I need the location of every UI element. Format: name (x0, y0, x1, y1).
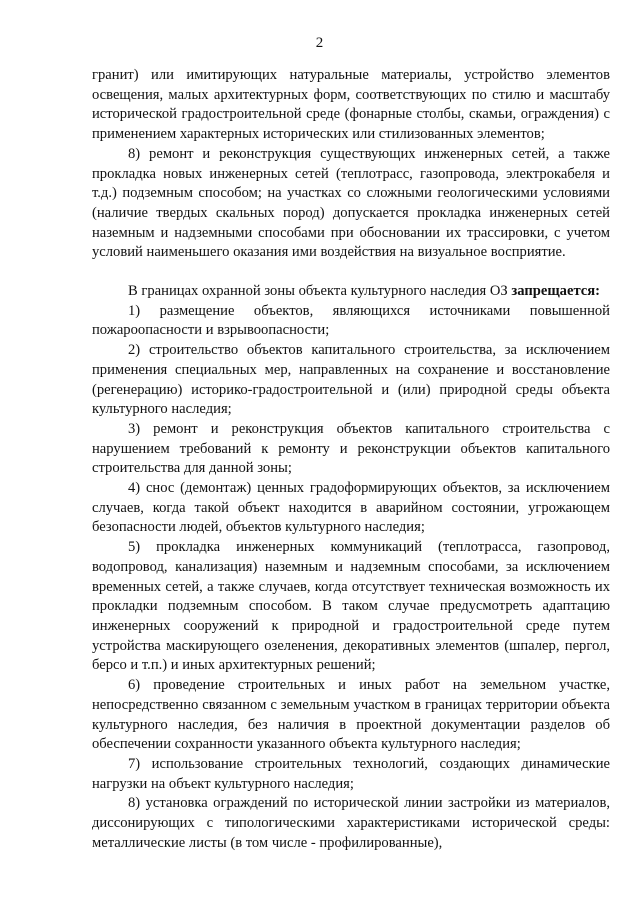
prohibited-item-2: 2) строительство объектов капитального строительства, за исключением применения специальных мер, направленных на сохранение и восстановление (регенерацию) историко-градостроительной и (или) природной среды объекта культурного наследия; (92, 342, 610, 418)
paragraph-gap (92, 263, 610, 282)
section-heading (92, 282, 610, 302)
paragraph-item-8-permitted: 8) ремонт и реконструкция существующих инженерных сетей, а также прокладка новых инженерных сетей (теплотрасс, газопровода, электрокабеля и т.д.) подземным способом; на участках со сложными геологическими условиями (наличие твердых скальных пород) допускается прокладка инженерных сетей наземным и надземными способами при обосновании их трассировки, с учетом условий наименьшего оказания ими воздействия на визуальное восприятие. (92, 145, 610, 261)
prohibited-item-5: 5) прокладка инженерных коммуникаций (теплотрасса, газопровод, водопровод, канализация) наземным и надземным способами, за исключением временных сетей, а также случаев, когда отсутствует техническая возможность их прокладки подземным способом. В таком случае предусмотреть адаптацию инженерных сооружений к природной и градостроительной среде путем устройства маскирующего озеленения, декоративных элементов (шпалер, пергол, берсо и т.п.) и иных архитектурных решений; (92, 539, 610, 674)
prohibited-item-1: 1) размещение объектов, являющихся источниками повышенной пожароопасности и взрывоопасности; (92, 302, 610, 339)
section-intro: В границах охранной зоны объекта культурного наследия ОЗ (128, 283, 508, 300)
prohibited-item-7: 7) использование строительных технологий, создающих динамические нагрузки на объект культурного наследия; (92, 755, 610, 792)
prohibited-item-3: 3) ремонт и реконструкция объектов капитального строительства с нарушением требований к ремонту и реконструкции объектов капитального строительства для данной зоны; (92, 420, 610, 477)
page-number: 2 (315, 35, 324, 51)
document-body (92, 66, 610, 853)
prohibited-item-8: 8) установка ограждений по исторической линии застройки из материалов, диссонирующих с типологическими характеристиками исторической среды: металлические листы (в том числе - профилированные), (92, 795, 610, 851)
section-prohibited-label: запрещается: (511, 283, 601, 300)
prohibited-item-4: 4) снос (демонтаж) ценных градоформирующих объектов, за исключением случаев, когда такой объект находится в аварийном состоянии, угрожающем безопасности людей, объектов культурного наследия; (92, 480, 610, 536)
prohibited-item-6: 6) проведение строительных и иных работ на земельном участке, непосредственно связанном с земельным участком в границах территории объекта культурного наследия, без наличия в проектной документации разделов об обеспечении сохранности указанного объекта культурного наследия; (92, 677, 610, 753)
paragraph-continuation: гранит) или имитирующих натуральные материалы, устройство элементов освещения, малых архитектурных форм, соответствующих по стилю и масштабу исторической градостроительной среде (фонарные столбы, скамьи, ограждения) с применением характерных исторических или стилизованных элементов; (92, 67, 610, 143)
